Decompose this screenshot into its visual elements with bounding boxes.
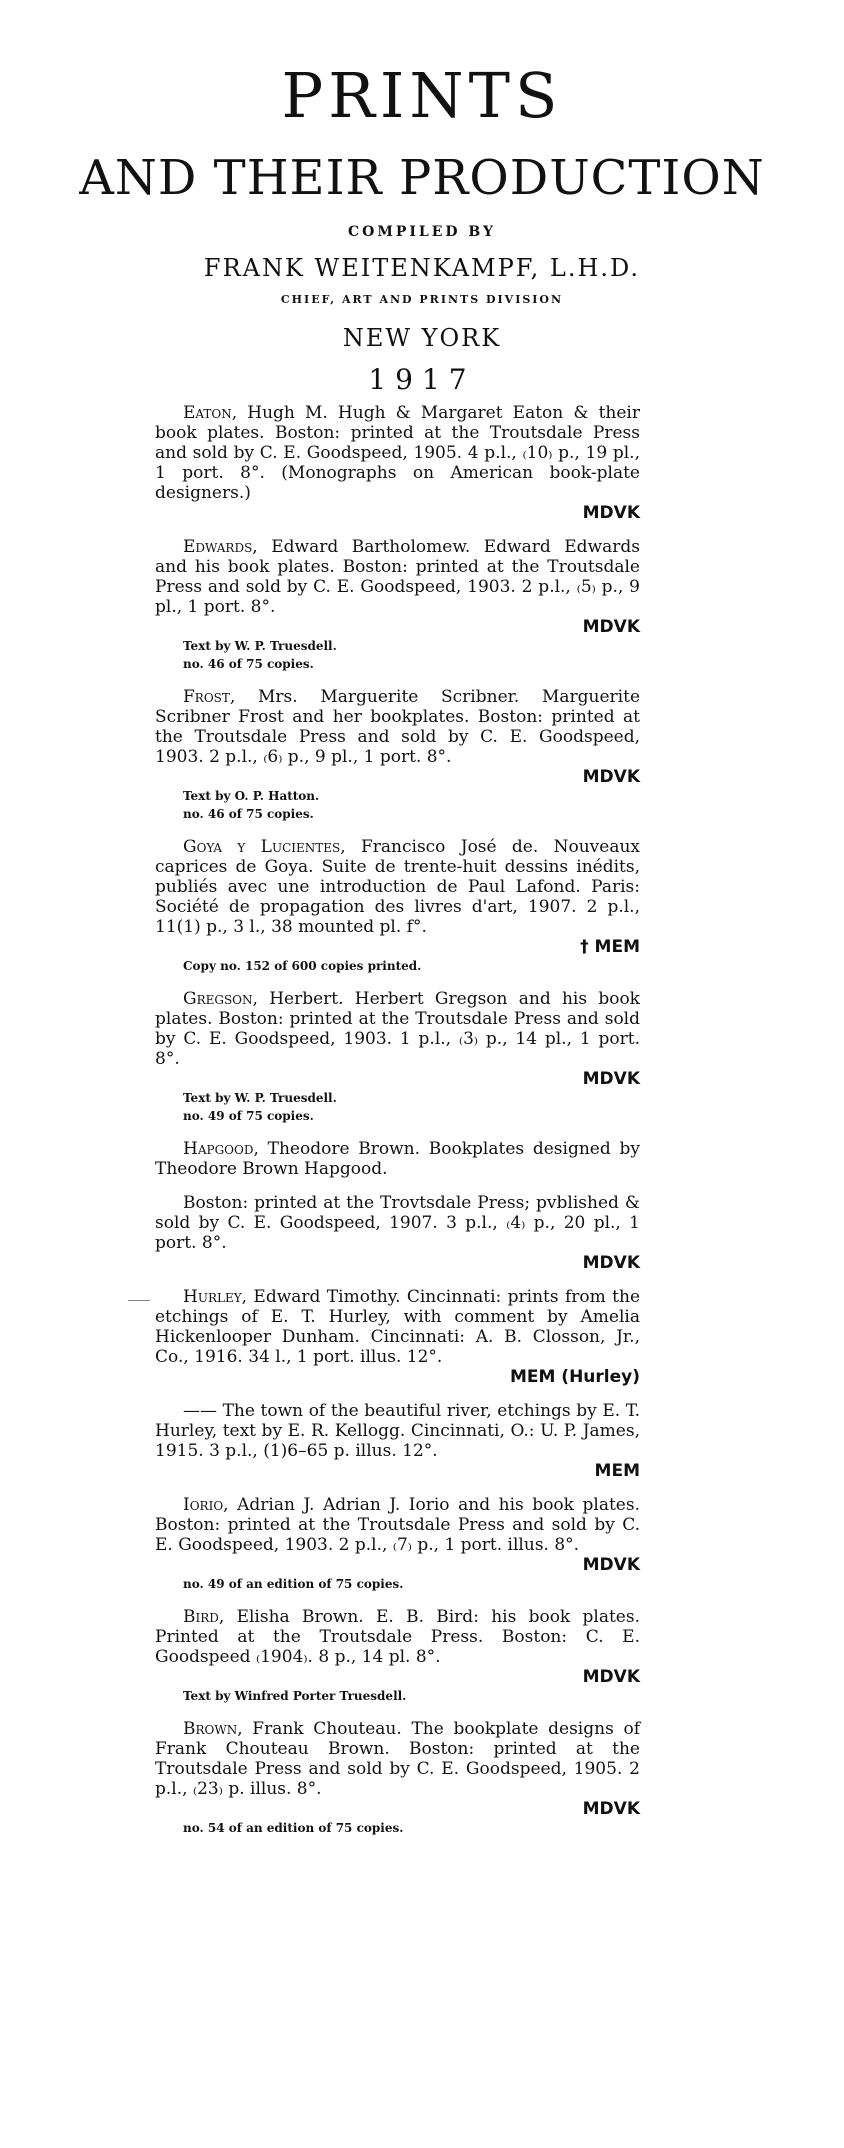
entry-description: Edward Timothy. Cincinnati: prints from the etchings of E. T. Hurley, with comment by Amelia Hickenlooper Dunham. Cincinnati: A. B. Closson, Jr., Co., 1916. 34 l., 1 port. illus. 12°. [155, 1287, 640, 1367]
bibliography-entry [155, 1719, 640, 1837]
author-position: CHIEF, ART AND PRINTS DIVISION [280, 293, 564, 306]
entry-main-text [155, 1607, 640, 1687]
entry-note: Text by Winfred Porter Truesdell. [183, 1689, 407, 1703]
entry-shelf-mark: MDVK [582, 1069, 640, 1089]
margin-rule [128, 1300, 150, 1301]
title-line-2: AND THEIR PRODUCTION [79, 150, 765, 206]
entry-note: Text by O. P. Hatton. [183, 789, 320, 803]
author: FRANK WEITENKAMPF, L.H.D. [203, 254, 641, 282]
place: NEW YORK [342, 324, 502, 352]
entry-note: Copy no. 152 of 600 copies printed. [183, 959, 422, 973]
bibliography-entry [155, 1139, 640, 1179]
entry-main-text [155, 403, 640, 523]
entry-main-text [155, 1287, 640, 1387]
entry-shelf-mark: MDVK [582, 1555, 640, 1575]
year: 1917 [368, 363, 476, 396]
entry-shelf-mark: † MEM [580, 937, 640, 957]
entry-shelf-mark: MDVK [582, 1799, 640, 1819]
entry-shelf-mark: MDVK [582, 617, 640, 637]
bibliography-entry [155, 837, 640, 975]
entry-shelf-mark: MDVK [582, 503, 640, 523]
bibliography-entries [155, 403, 640, 1851]
entry-description: Elisha Brown. E. B. Bird: his book plates. Printed at the Troutsdale Press. Boston: C. E. Goodspeed ₍1904₎. 8 p., 14 pl. 8°. [155, 1607, 640, 1667]
entry-description: Mrs. Marguerite Scribner. Marguerite Scribner Frost and her bookplates. Boston: printed at the Troutsdale Press and sold by C. E. Goodspeed, 1903. 2 p.l., ₍6₎ p., 9 pl., 1 port. 8°. [155, 687, 640, 767]
entry-note: no. 49 of an edition of 75 copies. [183, 1577, 404, 1591]
bibliography-entry [155, 1287, 640, 1387]
entry-author-name: Iorio, [183, 1495, 229, 1515]
bibliography-entry [155, 537, 640, 673]
entry-shelf-mark: MDVK [582, 1667, 640, 1687]
entry-description: Frank Chouteau. The bookplate designs of Frank Chouteau Brown. Boston: printed at the Troutsdale Press and sold by C. E. Goodspeed, 1905. 2 p.l., ₍23₎ p. illus. 8°. [155, 1719, 640, 1799]
entry-author-name: Gregson, [183, 989, 258, 1009]
entry-main-text [155, 989, 640, 1089]
title-line-1: PRINTS [281, 59, 563, 132]
entry-author-name: Hapgood, [183, 1139, 259, 1159]
entry-author-name: Eaton, [183, 403, 238, 423]
entry-main-text [155, 1495, 640, 1575]
entry-description: Hugh M. Hugh & Margaret Eaton & their book plates. Boston: printed at the Troutsdale Press and sold by C. E. Goodspeed, 1905. 4 p.l., ₍10₎ p., 19 pl., 1 port. 8°. (Monographs on American book-plate designers.) [155, 403, 640, 503]
entry-author-name: Frost, [183, 687, 236, 707]
entry-note: no. 46 of 75 copies. [183, 807, 314, 821]
bibliography-entry [155, 687, 640, 823]
entry-description: Adrian J. Adrian J. Iorio and his book plates. Boston: printed at the Troutsdale Press and sold by C. E. Goodspeed, 1903. 2 p.l., ₍7₎ p., 1 port. illus. 8°. [155, 1495, 640, 1555]
entry-note: no. 46 of 75 copies. [183, 657, 314, 671]
entry-description: Boston: printed at the Trovtsdale Press; pvblished & sold by C. E. Goodspeed, 1907. 3 p.l., ₍4₎ p., 20 pl., 1 port. 8°. [155, 1193, 640, 1253]
entry-author-name: Hurley, [183, 1287, 248, 1307]
entry-shelf-mark: MEM (Hurley) [509, 1367, 640, 1387]
bibliography-entry [155, 1495, 640, 1593]
entry-main-text [155, 537, 640, 637]
entry-description: Francisco José de. Nouveaux caprices de Goya. Suite de trente-huit dessins inédits, publiés avec une introduction de Paul Lafond. Paris: Société de propagation des livres d'art, 1907. 2 p.l., 11(1) p., 3 l., 38 mounted pl. f°. [155, 837, 640, 937]
entry-description: Theodore Brown. Bookplates designed by Theodore Brown Hapgood. [155, 1139, 640, 1179]
entry-shelf-mark: MDVK [582, 1253, 640, 1273]
entry-main-text [155, 1193, 640, 1273]
entry-author-name: Brown, [183, 1719, 243, 1739]
bibliography-entry [155, 989, 640, 1125]
entry-author-name: Edwards, [183, 537, 258, 557]
entry-note: Text by W. P. Truesdell. [183, 639, 337, 653]
entry-description: Herbert. Herbert Gregson and his book plates. Boston: printed at the Troutsdale Press and sold by C. E. Goodspeed, 1903. 1 p.l., ₍3₎ p., 14 pl., 1 port. 8°. [155, 989, 640, 1069]
entry-author-name: Goya y Lucientes, [183, 837, 346, 857]
entry-note: no. 54 of an edition of 75 copies. [183, 1821, 404, 1835]
entry-main-text [155, 837, 640, 957]
bibliography-entry [155, 1193, 640, 1273]
entry-author-name: Bird, [183, 1607, 225, 1627]
bibliography-entry [155, 403, 640, 523]
entry-note: no. 49 of 75 copies. [183, 1109, 314, 1123]
bibliography-entry [155, 1607, 640, 1705]
entry-main-text [155, 1719, 640, 1819]
entry-main-text [155, 1401, 640, 1481]
entry-description: —— The town of the beautiful river, etchings by E. T. Hurley, text by E. R. Kellogg. Cincinnati, O.: U. P. James, 1915. 3 p.l., (1)6–65 p. illus. 12°. [155, 1401, 640, 1461]
entry-main-text [155, 687, 640, 787]
entry-note: Text by W. P. Truesdell. [183, 1091, 337, 1105]
compiled-by: COMPILED BY [347, 224, 497, 240]
entry-description: Edward Bartholomew. Edward Edwards and his book plates. Boston: printed at the Troutsdale Press and sold by C. E. Goodspeed, 1903. 2 p.l., ₍5₎ p., 9 pl., 1 port. 8°. [155, 537, 640, 617]
bibliography-entry [155, 1401, 640, 1481]
entry-main-text [155, 1139, 640, 1179]
entry-shelf-mark: MEM [594, 1461, 640, 1481]
entry-shelf-mark: MDVK [582, 767, 640, 787]
